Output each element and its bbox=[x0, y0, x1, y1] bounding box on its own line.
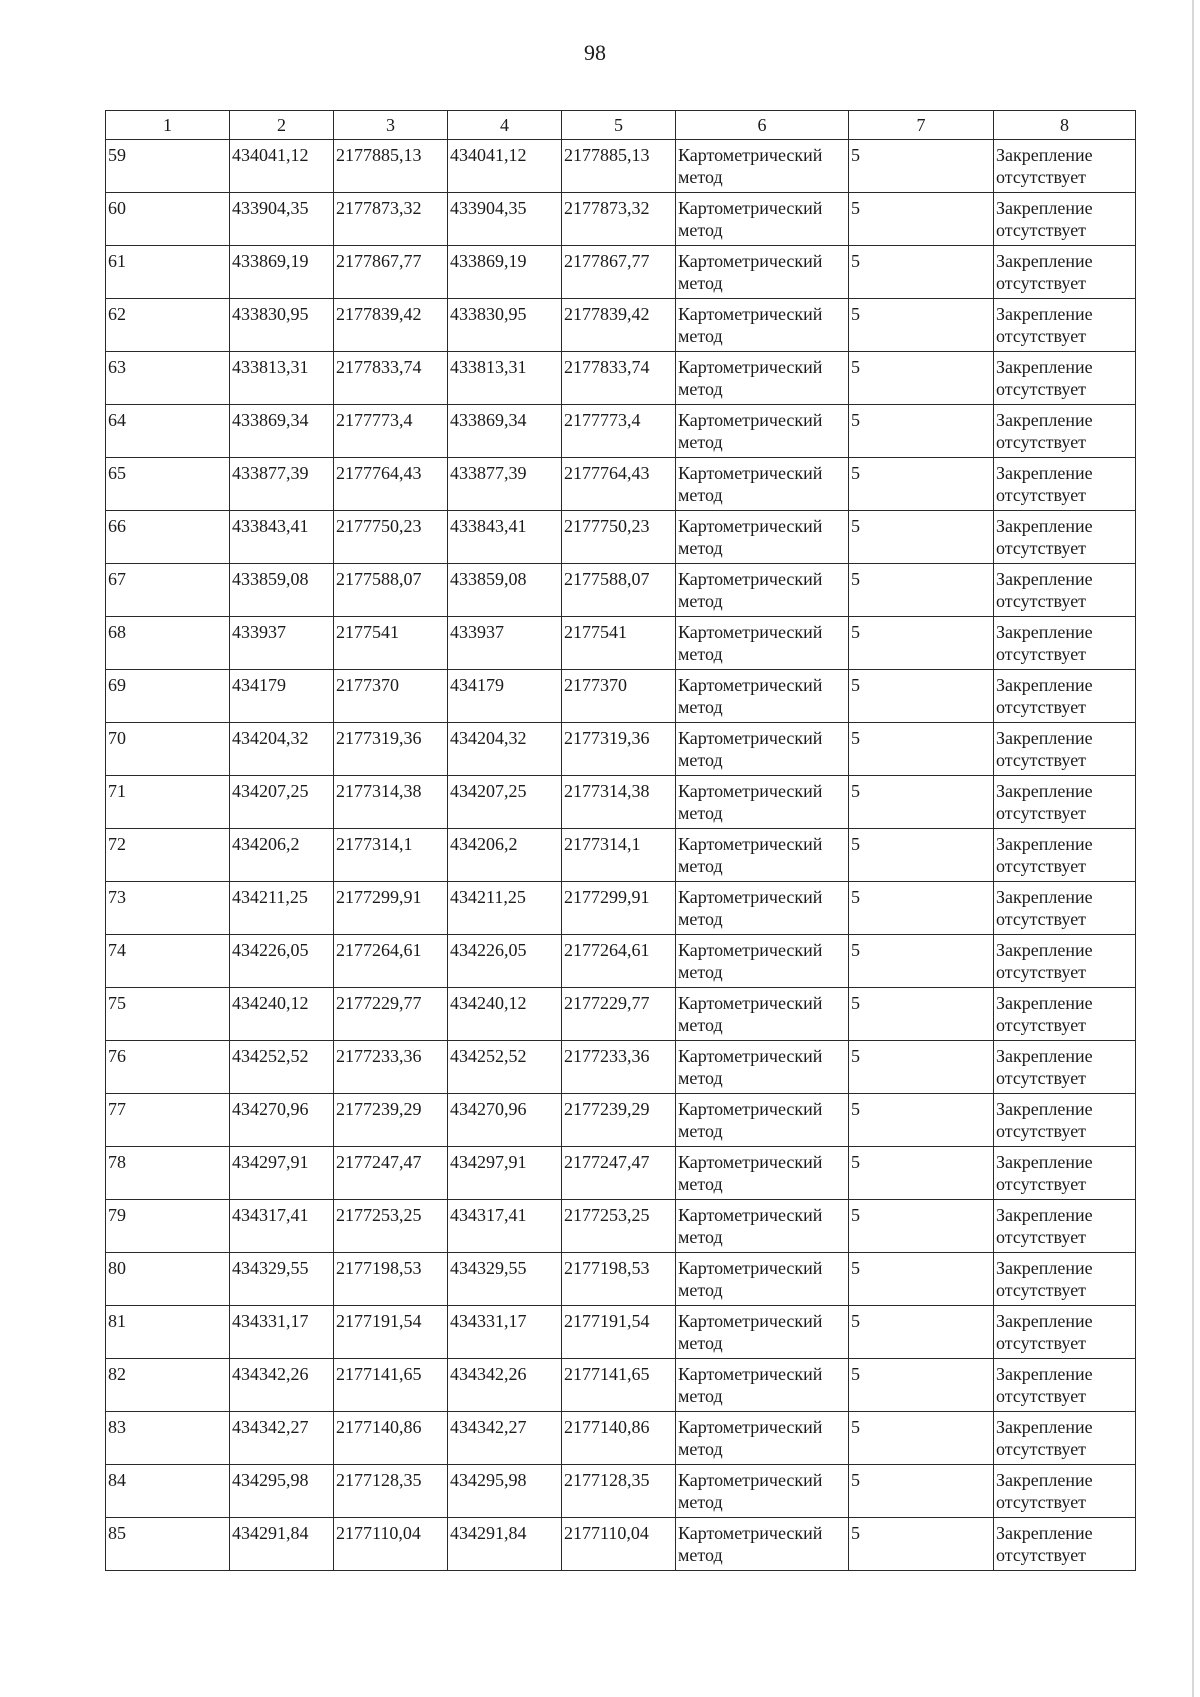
method-cell: Картометрический метод bbox=[676, 299, 849, 352]
x-coordinate-cell: 433904,35 bbox=[448, 193, 562, 246]
accuracy-cell: 5 bbox=[849, 1412, 994, 1465]
method-cell: Картометрический метод bbox=[676, 723, 849, 776]
x-coordinate-cell: 433869,19 bbox=[448, 246, 562, 299]
point-number-cell: 68 bbox=[106, 617, 230, 670]
x-coordinate-cell: 434331,17 bbox=[230, 1306, 334, 1359]
x-coordinate-cell: 433813,31 bbox=[448, 352, 562, 405]
table-row bbox=[106, 723, 1136, 776]
y-coordinate-cell: 2177873,32 bbox=[334, 193, 448, 246]
table-row bbox=[106, 1412, 1136, 1465]
fixing-description-cell: Закрепление отсутствует bbox=[994, 723, 1136, 776]
y-coordinate-cell: 2177191,54 bbox=[334, 1306, 448, 1359]
x-coordinate-cell: 433937 bbox=[230, 617, 334, 670]
table-row bbox=[106, 1041, 1136, 1094]
x-coordinate-cell: 434207,25 bbox=[230, 776, 334, 829]
method-cell: Картометрический метод bbox=[676, 1359, 849, 1412]
accuracy-cell: 5 bbox=[849, 617, 994, 670]
y-coordinate-cell: 2177128,35 bbox=[562, 1465, 676, 1518]
y-coordinate-cell: 2177833,74 bbox=[334, 352, 448, 405]
accuracy-cell: 5 bbox=[849, 882, 994, 935]
x-coordinate-cell: 434252,52 bbox=[448, 1041, 562, 1094]
column-header: 6 bbox=[676, 111, 849, 140]
x-coordinate-cell: 434041,12 bbox=[230, 140, 334, 193]
x-coordinate-cell: 434342,27 bbox=[230, 1412, 334, 1465]
table-row bbox=[106, 458, 1136, 511]
y-coordinate-cell: 2177198,53 bbox=[562, 1253, 676, 1306]
column-header: 4 bbox=[448, 111, 562, 140]
x-coordinate-cell: 434329,55 bbox=[448, 1253, 562, 1306]
accuracy-cell: 5 bbox=[849, 723, 994, 776]
point-number-cell: 66 bbox=[106, 511, 230, 564]
table-row bbox=[106, 1253, 1136, 1306]
x-coordinate-cell: 433904,35 bbox=[230, 193, 334, 246]
x-coordinate-cell: 433869,34 bbox=[448, 405, 562, 458]
y-coordinate-cell: 2177867,77 bbox=[334, 246, 448, 299]
method-cell: Картометрический метод bbox=[676, 776, 849, 829]
column-header: 2 bbox=[230, 111, 334, 140]
y-coordinate-cell: 2177588,07 bbox=[334, 564, 448, 617]
method-cell: Картометрический метод bbox=[676, 564, 849, 617]
method-cell: Картометрический метод bbox=[676, 1041, 849, 1094]
x-coordinate-cell: 433859,08 bbox=[448, 564, 562, 617]
x-coordinate-cell: 434211,25 bbox=[230, 882, 334, 935]
accuracy-cell: 5 bbox=[849, 564, 994, 617]
table-row bbox=[106, 776, 1136, 829]
accuracy-cell: 5 bbox=[849, 1518, 994, 1571]
fixing-description-cell: Закрепление отсутствует bbox=[994, 829, 1136, 882]
x-coordinate-cell: 434211,25 bbox=[448, 882, 562, 935]
method-cell: Картометрический метод bbox=[676, 1412, 849, 1465]
method-cell: Картометрический метод bbox=[676, 617, 849, 670]
point-number-cell: 69 bbox=[106, 670, 230, 723]
coordinates-table bbox=[105, 110, 1136, 1571]
fixing-description-cell: Закрепление отсутствует bbox=[994, 882, 1136, 935]
fixing-description-cell: Закрепление отсутствует bbox=[994, 246, 1136, 299]
y-coordinate-cell: 2177198,53 bbox=[334, 1253, 448, 1306]
method-cell: Картометрический метод bbox=[676, 882, 849, 935]
table-row bbox=[106, 246, 1136, 299]
y-coordinate-cell: 2177773,4 bbox=[562, 405, 676, 458]
fixing-description-cell: Закрепление отсутствует bbox=[994, 988, 1136, 1041]
accuracy-cell: 5 bbox=[849, 1306, 994, 1359]
table-row bbox=[106, 511, 1136, 564]
y-coordinate-cell: 2177314,1 bbox=[334, 829, 448, 882]
accuracy-cell: 5 bbox=[849, 1200, 994, 1253]
x-coordinate-cell: 434295,98 bbox=[230, 1465, 334, 1518]
y-coordinate-cell: 2177233,36 bbox=[562, 1041, 676, 1094]
accuracy-cell: 5 bbox=[849, 1359, 994, 1412]
accuracy-cell: 5 bbox=[849, 352, 994, 405]
x-coordinate-cell: 433843,41 bbox=[230, 511, 334, 564]
point-number-cell: 77 bbox=[106, 1094, 230, 1147]
y-coordinate-cell: 2177253,25 bbox=[334, 1200, 448, 1253]
y-coordinate-cell: 2177314,38 bbox=[562, 776, 676, 829]
accuracy-cell: 5 bbox=[849, 1094, 994, 1147]
fixing-description-cell: Закрепление отсутствует bbox=[994, 617, 1136, 670]
x-coordinate-cell: 434270,96 bbox=[448, 1094, 562, 1147]
method-cell: Картометрический метод bbox=[676, 670, 849, 723]
column-header: 3 bbox=[334, 111, 448, 140]
table-row bbox=[106, 1200, 1136, 1253]
accuracy-cell: 5 bbox=[849, 1465, 994, 1518]
table-row bbox=[106, 829, 1136, 882]
x-coordinate-cell: 434179 bbox=[448, 670, 562, 723]
method-cell: Картометрический метод bbox=[676, 1200, 849, 1253]
fixing-description-cell: Закрепление отсутствует bbox=[994, 193, 1136, 246]
fixing-description-cell: Закрепление отсутствует bbox=[994, 1359, 1136, 1412]
y-coordinate-cell: 2177867,77 bbox=[562, 246, 676, 299]
method-cell: Картометрический метод bbox=[676, 935, 849, 988]
method-cell: Картометрический метод bbox=[676, 193, 849, 246]
y-coordinate-cell: 2177264,61 bbox=[562, 935, 676, 988]
y-coordinate-cell: 2177370 bbox=[562, 670, 676, 723]
y-coordinate-cell: 2177764,43 bbox=[562, 458, 676, 511]
x-coordinate-cell: 433859,08 bbox=[230, 564, 334, 617]
method-cell: Картометрический метод bbox=[676, 829, 849, 882]
y-coordinate-cell: 2177319,36 bbox=[562, 723, 676, 776]
point-number-cell: 65 bbox=[106, 458, 230, 511]
x-coordinate-cell: 434206,2 bbox=[448, 829, 562, 882]
accuracy-cell: 5 bbox=[849, 299, 994, 352]
accuracy-cell: 5 bbox=[849, 988, 994, 1041]
x-coordinate-cell: 434206,2 bbox=[230, 829, 334, 882]
page-number: 98 bbox=[584, 40, 606, 65]
y-coordinate-cell: 2177141,65 bbox=[562, 1359, 676, 1412]
y-coordinate-cell: 2177229,77 bbox=[562, 988, 676, 1041]
point-number-cell: 82 bbox=[106, 1359, 230, 1412]
method-cell: Картометрический метод bbox=[676, 1094, 849, 1147]
x-coordinate-cell: 433877,39 bbox=[230, 458, 334, 511]
table-row bbox=[106, 405, 1136, 458]
point-number-cell: 75 bbox=[106, 988, 230, 1041]
fixing-description-cell: Закрепление отсутствует bbox=[994, 1306, 1136, 1359]
scan-edge-line bbox=[1192, 0, 1194, 1697]
accuracy-cell: 5 bbox=[849, 1041, 994, 1094]
point-number-cell: 78 bbox=[106, 1147, 230, 1200]
table-row bbox=[106, 564, 1136, 617]
accuracy-cell: 5 bbox=[849, 458, 994, 511]
point-number-cell: 61 bbox=[106, 246, 230, 299]
x-coordinate-cell: 433813,31 bbox=[230, 352, 334, 405]
point-number-cell: 64 bbox=[106, 405, 230, 458]
x-coordinate-cell: 433830,95 bbox=[448, 299, 562, 352]
table-row bbox=[106, 193, 1136, 246]
y-coordinate-cell: 2177247,47 bbox=[334, 1147, 448, 1200]
y-coordinate-cell: 2177839,42 bbox=[334, 299, 448, 352]
y-coordinate-cell: 2177247,47 bbox=[562, 1147, 676, 1200]
y-coordinate-cell: 2177314,1 bbox=[562, 829, 676, 882]
fixing-description-cell: Закрепление отсутствует bbox=[994, 458, 1136, 511]
y-coordinate-cell: 2177239,29 bbox=[334, 1094, 448, 1147]
table-row bbox=[106, 1147, 1136, 1200]
fixing-description-cell: Закрепление отсутствует bbox=[994, 1094, 1136, 1147]
fixing-description-cell: Закрепление отсутствует bbox=[994, 299, 1136, 352]
y-coordinate-cell: 2177264,61 bbox=[334, 935, 448, 988]
x-coordinate-cell: 434297,91 bbox=[230, 1147, 334, 1200]
accuracy-cell: 5 bbox=[849, 405, 994, 458]
y-coordinate-cell: 2177773,4 bbox=[334, 405, 448, 458]
x-coordinate-cell: 434342,26 bbox=[448, 1359, 562, 1412]
y-coordinate-cell: 2177764,43 bbox=[334, 458, 448, 511]
x-coordinate-cell: 433937 bbox=[448, 617, 562, 670]
table-row bbox=[106, 988, 1136, 1041]
point-number-cell: 72 bbox=[106, 829, 230, 882]
x-coordinate-cell: 434179 bbox=[230, 670, 334, 723]
x-coordinate-cell: 433869,34 bbox=[230, 405, 334, 458]
fixing-description-cell: Закрепление отсутствует bbox=[994, 1200, 1136, 1253]
y-coordinate-cell: 2177833,74 bbox=[562, 352, 676, 405]
x-coordinate-cell: 433843,41 bbox=[448, 511, 562, 564]
method-cell: Картометрический метод bbox=[676, 140, 849, 193]
y-coordinate-cell: 2177299,91 bbox=[334, 882, 448, 935]
table-row bbox=[106, 670, 1136, 723]
x-coordinate-cell: 434342,27 bbox=[448, 1412, 562, 1465]
accuracy-cell: 5 bbox=[849, 829, 994, 882]
fixing-description-cell: Закрепление отсутствует bbox=[994, 1412, 1136, 1465]
fixing-description-cell: Закрепление отсутствует bbox=[994, 1253, 1136, 1306]
point-number-cell: 83 bbox=[106, 1412, 230, 1465]
y-coordinate-cell: 2177299,91 bbox=[562, 882, 676, 935]
y-coordinate-cell: 2177588,07 bbox=[562, 564, 676, 617]
method-cell: Картометрический метод bbox=[676, 246, 849, 299]
y-coordinate-cell: 2177229,77 bbox=[334, 988, 448, 1041]
y-coordinate-cell: 2177885,13 bbox=[334, 140, 448, 193]
fixing-description-cell: Закрепление отсутствует bbox=[994, 564, 1136, 617]
x-coordinate-cell: 434226,05 bbox=[230, 935, 334, 988]
x-coordinate-cell: 434295,98 bbox=[448, 1465, 562, 1518]
method-cell: Картометрический метод bbox=[676, 1306, 849, 1359]
table-row bbox=[106, 352, 1136, 405]
method-cell: Картометрический метод bbox=[676, 988, 849, 1041]
x-coordinate-cell: 434291,84 bbox=[230, 1518, 334, 1571]
fixing-description-cell: Закрепление отсутствует bbox=[994, 1465, 1136, 1518]
accuracy-cell: 5 bbox=[849, 140, 994, 193]
table-row bbox=[106, 1306, 1136, 1359]
table-row bbox=[106, 1518, 1136, 1571]
accuracy-cell: 5 bbox=[849, 776, 994, 829]
y-coordinate-cell: 2177110,04 bbox=[334, 1518, 448, 1571]
point-number-cell: 73 bbox=[106, 882, 230, 935]
x-coordinate-cell: 434240,12 bbox=[230, 988, 334, 1041]
x-coordinate-cell: 434240,12 bbox=[448, 988, 562, 1041]
y-coordinate-cell: 2177128,35 bbox=[334, 1465, 448, 1518]
x-coordinate-cell: 434226,05 bbox=[448, 935, 562, 988]
y-coordinate-cell: 2177141,65 bbox=[334, 1359, 448, 1412]
y-coordinate-cell: 2177541 bbox=[562, 617, 676, 670]
fixing-description-cell: Закрепление отсутствует bbox=[994, 511, 1136, 564]
point-number-cell: 62 bbox=[106, 299, 230, 352]
y-coordinate-cell: 2177839,42 bbox=[562, 299, 676, 352]
x-coordinate-cell: 434331,17 bbox=[448, 1306, 562, 1359]
y-coordinate-cell: 2177873,32 bbox=[562, 193, 676, 246]
x-coordinate-cell: 433869,19 bbox=[230, 246, 334, 299]
y-coordinate-cell: 2177314,38 bbox=[334, 776, 448, 829]
fixing-description-cell: Закрепление отсутствует bbox=[994, 140, 1136, 193]
point-number-cell: 67 bbox=[106, 564, 230, 617]
fixing-description-cell: Закрепление отсутствует bbox=[994, 1041, 1136, 1094]
y-coordinate-cell: 2177110,04 bbox=[562, 1518, 676, 1571]
y-coordinate-cell: 2177140,86 bbox=[334, 1412, 448, 1465]
y-coordinate-cell: 2177233,36 bbox=[334, 1041, 448, 1094]
x-coordinate-cell: 434204,32 bbox=[230, 723, 334, 776]
point-number-cell: 70 bbox=[106, 723, 230, 776]
y-coordinate-cell: 2177750,23 bbox=[562, 511, 676, 564]
x-coordinate-cell: 433830,95 bbox=[230, 299, 334, 352]
accuracy-cell: 5 bbox=[849, 193, 994, 246]
method-cell: Картометрический метод bbox=[676, 458, 849, 511]
method-cell: Картометрический метод bbox=[676, 1518, 849, 1571]
y-coordinate-cell: 2177140,86 bbox=[562, 1412, 676, 1465]
table-row bbox=[106, 1465, 1136, 1518]
column-header: 5 bbox=[562, 111, 676, 140]
point-number-cell: 80 bbox=[106, 1253, 230, 1306]
method-cell: Картометрический метод bbox=[676, 352, 849, 405]
column-header: 1 bbox=[106, 111, 230, 140]
point-number-cell: 60 bbox=[106, 193, 230, 246]
table-row bbox=[106, 1094, 1136, 1147]
x-coordinate-cell: 434252,52 bbox=[230, 1041, 334, 1094]
table-row bbox=[106, 617, 1136, 670]
table-row bbox=[106, 935, 1136, 988]
point-number-cell: 85 bbox=[106, 1518, 230, 1571]
point-number-cell: 74 bbox=[106, 935, 230, 988]
point-number-cell: 79 bbox=[106, 1200, 230, 1253]
accuracy-cell: 5 bbox=[849, 1147, 994, 1200]
x-coordinate-cell: 434329,55 bbox=[230, 1253, 334, 1306]
table-row bbox=[106, 1359, 1136, 1412]
x-coordinate-cell: 433877,39 bbox=[448, 458, 562, 511]
method-cell: Картометрический метод bbox=[676, 1147, 849, 1200]
fixing-description-cell: Закрепление отсутствует bbox=[994, 405, 1136, 458]
y-coordinate-cell: 2177541 bbox=[334, 617, 448, 670]
x-coordinate-cell: 434270,96 bbox=[230, 1094, 334, 1147]
y-coordinate-cell: 2177750,23 bbox=[334, 511, 448, 564]
point-number-cell: 84 bbox=[106, 1465, 230, 1518]
table-row bbox=[106, 882, 1136, 935]
x-coordinate-cell: 434207,25 bbox=[448, 776, 562, 829]
x-coordinate-cell: 434204,32 bbox=[448, 723, 562, 776]
method-cell: Картометрический метод bbox=[676, 405, 849, 458]
method-cell: Картометрический метод bbox=[676, 1253, 849, 1306]
method-cell: Картометрический метод bbox=[676, 1465, 849, 1518]
table-row bbox=[106, 299, 1136, 352]
accuracy-cell: 5 bbox=[849, 1253, 994, 1306]
y-coordinate-cell: 2177191,54 bbox=[562, 1306, 676, 1359]
fixing-description-cell: Закрепление отсутствует bbox=[994, 670, 1136, 723]
point-number-cell: 81 bbox=[106, 1306, 230, 1359]
x-coordinate-cell: 434297,91 bbox=[448, 1147, 562, 1200]
point-number-cell: 63 bbox=[106, 352, 230, 405]
y-coordinate-cell: 2177885,13 bbox=[562, 140, 676, 193]
fixing-description-cell: Закрепление отсутствует bbox=[994, 1518, 1136, 1571]
method-cell: Картометрический метод bbox=[676, 511, 849, 564]
y-coordinate-cell: 2177370 bbox=[334, 670, 448, 723]
table-row bbox=[106, 140, 1136, 193]
x-coordinate-cell: 434317,41 bbox=[230, 1200, 334, 1253]
column-header: 8 bbox=[994, 111, 1136, 140]
x-coordinate-cell: 434291,84 bbox=[448, 1518, 562, 1571]
table-body bbox=[106, 140, 1136, 1571]
accuracy-cell: 5 bbox=[849, 246, 994, 299]
x-coordinate-cell: 434342,26 bbox=[230, 1359, 334, 1412]
accuracy-cell: 5 bbox=[849, 511, 994, 564]
x-coordinate-cell: 434041,12 bbox=[448, 140, 562, 193]
point-number-cell: 76 bbox=[106, 1041, 230, 1094]
fixing-description-cell: Закрепление отсутствует bbox=[994, 352, 1136, 405]
table-header-row bbox=[106, 111, 1136, 140]
point-number-cell: 71 bbox=[106, 776, 230, 829]
y-coordinate-cell: 2177253,25 bbox=[562, 1200, 676, 1253]
accuracy-cell: 5 bbox=[849, 935, 994, 988]
y-coordinate-cell: 2177239,29 bbox=[562, 1094, 676, 1147]
fixing-description-cell: Закрепление отсутствует bbox=[994, 1147, 1136, 1200]
accuracy-cell: 5 bbox=[849, 670, 994, 723]
fixing-description-cell: Закрепление отсутствует bbox=[994, 935, 1136, 988]
column-header: 7 bbox=[849, 111, 994, 140]
y-coordinate-cell: 2177319,36 bbox=[334, 723, 448, 776]
fixing-description-cell: Закрепление отсутствует bbox=[994, 776, 1136, 829]
point-number-cell: 59 bbox=[106, 140, 230, 193]
x-coordinate-cell: 434317,41 bbox=[448, 1200, 562, 1253]
